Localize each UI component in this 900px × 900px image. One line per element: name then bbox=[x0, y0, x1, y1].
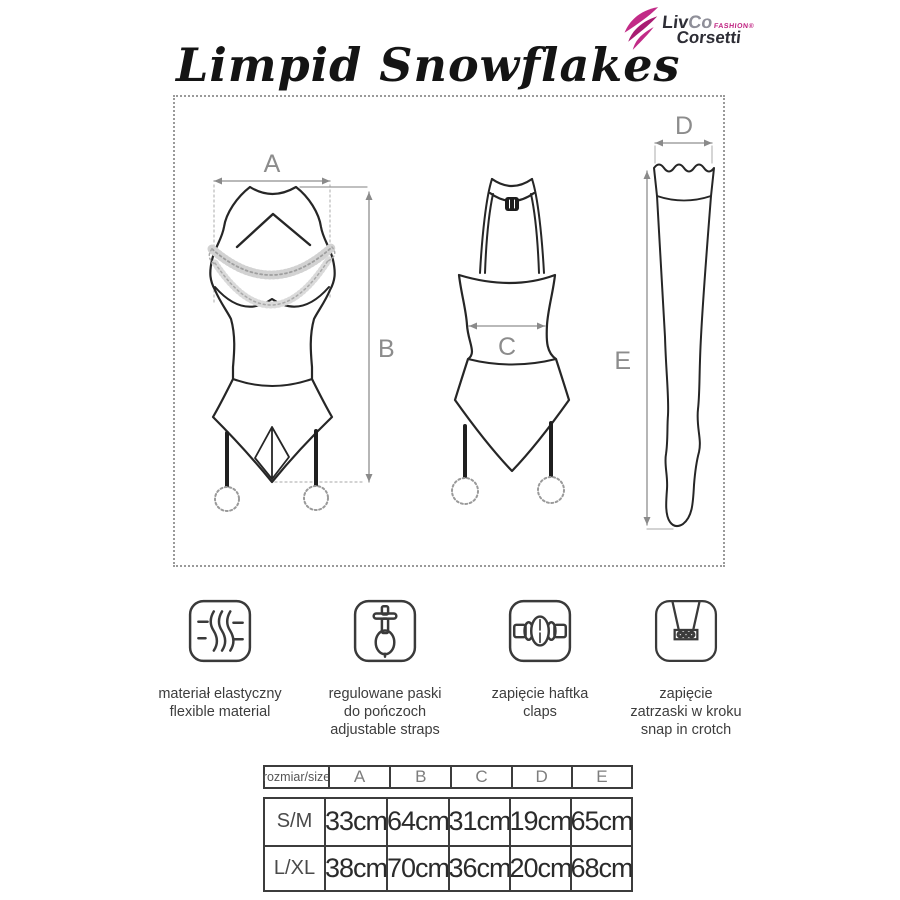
feature-caption bbox=[134, 685, 306, 721]
feature-adjustable-straps bbox=[299, 598, 471, 739]
caption-line: flexible material bbox=[169, 704, 271, 720]
row-value: 64cm bbox=[386, 799, 448, 845]
stocking-silhouette bbox=[654, 165, 714, 527]
row-size-label: S/M bbox=[276, 810, 313, 833]
snap-crotch-icon bbox=[653, 598, 719, 664]
row-value: 70cm bbox=[386, 845, 448, 891]
header-cell-a: A bbox=[328, 767, 389, 787]
table-row bbox=[265, 799, 631, 845]
feature-caption bbox=[600, 685, 772, 739]
clasp-icon bbox=[507, 598, 573, 664]
row-value: 68cm bbox=[570, 845, 631, 891]
caption-line: claps bbox=[523, 704, 557, 720]
pom-pom bbox=[538, 477, 564, 503]
garment-stocking bbox=[654, 165, 714, 527]
caption-line: zapięcie bbox=[659, 686, 713, 702]
feature-elastic-material bbox=[134, 598, 306, 721]
elastic-material-icon bbox=[187, 598, 253, 664]
caption-line: materiał elastyczny bbox=[158, 686, 282, 702]
row-value: 38cm bbox=[324, 845, 386, 891]
row-value: 31cm bbox=[448, 799, 509, 845]
brand-line2: Corsetti bbox=[675, 28, 742, 47]
measure-label-a: A bbox=[263, 150, 281, 178]
row-size-label: L/XL bbox=[265, 845, 324, 891]
measurement-diagram-box bbox=[173, 95, 725, 567]
caption-line: zatrzaski w kroku bbox=[630, 704, 742, 720]
garment-front-view bbox=[209, 187, 334, 511]
header-cell-c: C bbox=[450, 767, 510, 787]
row-value: 19cm bbox=[509, 799, 570, 845]
adjustable-straps-icon bbox=[352, 598, 418, 664]
feature-snap-crotch bbox=[600, 598, 772, 739]
size-table-body bbox=[263, 797, 633, 892]
size-table-header bbox=[263, 765, 633, 789]
table-row bbox=[265, 845, 631, 891]
measure-label-c: C bbox=[497, 333, 517, 361]
row-value: 33cm bbox=[324, 799, 386, 845]
caption-line: zapięcie haftka bbox=[491, 686, 589, 702]
caption-line: do pończoch bbox=[343, 704, 427, 720]
measure-label-d: D bbox=[674, 112, 694, 140]
pom-pom bbox=[215, 487, 239, 511]
brand-liv: Liv bbox=[661, 12, 690, 32]
caption-line: snap in crotch bbox=[640, 722, 732, 738]
garment-diagram bbox=[175, 97, 723, 565]
collar-clasp bbox=[505, 197, 519, 211]
row-value: 20cm bbox=[509, 845, 570, 891]
brand-fashion-tag: FASHION® bbox=[713, 23, 755, 30]
pom-pom bbox=[304, 486, 328, 510]
brand-co: Co bbox=[687, 12, 714, 32]
product-title: Limpid Snowflakes bbox=[176, 38, 681, 92]
header-cell-d: D bbox=[511, 767, 571, 787]
header-cell-b: B bbox=[389, 767, 450, 787]
measure-label-b: B bbox=[378, 335, 395, 363]
header-cell-e: E bbox=[571, 767, 631, 787]
pom-pom bbox=[452, 478, 478, 504]
feature-caption bbox=[299, 685, 471, 739]
row-value: 65cm bbox=[570, 799, 631, 845]
caption-line: adjustable straps bbox=[330, 722, 440, 738]
measure-label-e: E bbox=[614, 347, 631, 375]
header-cell-size: rozmiar/size bbox=[262, 770, 331, 784]
caption-line: regulowane paski bbox=[328, 686, 442, 702]
row-value: 36cm bbox=[448, 845, 509, 891]
